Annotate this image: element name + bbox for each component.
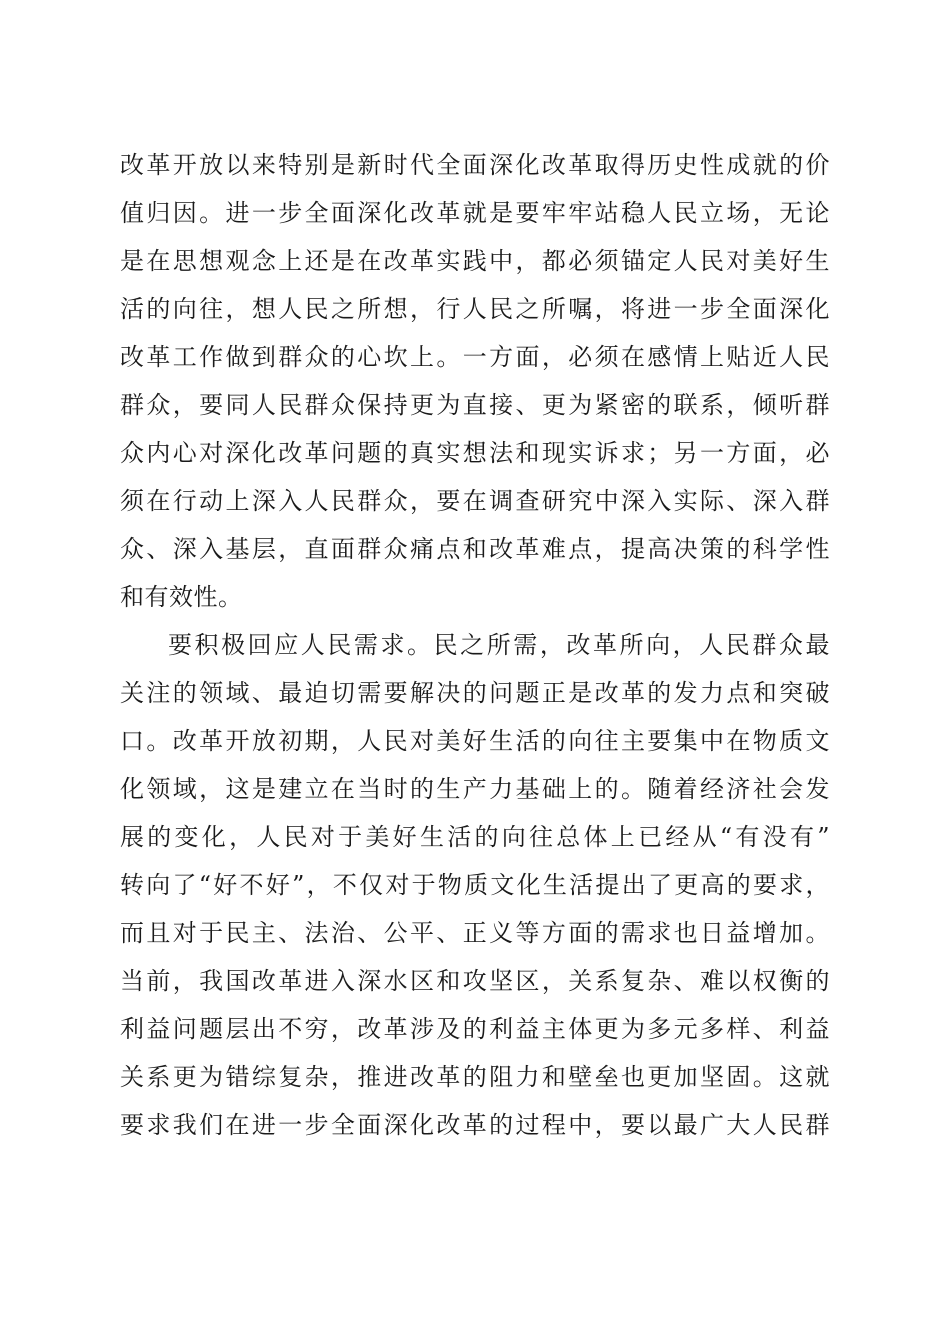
document-body (120, 141, 830, 1149)
paragraph-1-line: 活的向往，想人民之所想，行人民之所嘱，将进一步全面深化 (120, 295, 830, 323)
paragraph-1-line: 众、深入基层，直面群众痛点和改革难点，提高决策的科学性 (120, 535, 830, 563)
paragraph-2-line: 当前，我国改革进入深水区和攻坚区，关系复杂、难以权衡的 (120, 967, 830, 995)
paragraph-2-line: 转向了“好不好”，不仅对于物质文化生活提出了更高的要求， (120, 871, 830, 899)
paragraph-2-line: 要求我们在进一步全面深化改革的过程中，要以最广大人民群 (120, 1111, 830, 1139)
paragraph-1-line: 改革工作做到群众的心坎上。一方面，必须在感情上贴近人民 (120, 343, 830, 371)
paragraph-1-line: 众内心对深化改革问题的真实想法和现实诉求；另一方面，必 (120, 439, 830, 467)
paragraph-2-line: 口。改革开放初期，人民对美好生活的向往主要集中在物质文 (120, 727, 830, 755)
paragraph-1-line: 是在思想观念上还是在改革实践中，都必须锚定人民对美好生 (120, 247, 830, 275)
paragraph-2-line: 利益问题层出不穷，改革涉及的利益主体更为多元多样、利益 (120, 1015, 830, 1043)
paragraph-1-line: 须在行动上深入人民群众，要在调查研究中深入实际、深入群 (120, 487, 830, 515)
paragraph-1-line: 改革开放以来特别是新时代全面深化改革取得历史性成就的价 (120, 151, 830, 179)
paragraph-2-line: 化领域，这是建立在当时的生产力基础上的。随着经济社会发 (120, 775, 830, 803)
paragraph-2-line: 展的变化，人民对于美好生活的向往总体上已经从“有没有” (120, 823, 830, 851)
paragraph-2-line: 而且对于民主、法治、公平、正义等方面的需求也日益增加。 (120, 919, 830, 947)
paragraph-1-line: 和有效性。 (120, 583, 243, 611)
paragraph-1-line: 值归因。进一步全面深化改革就是要牢牢站稳人民立场，无论 (120, 199, 830, 227)
paragraph-2-line: 要积极回应人民需求。民之所需，改革所向，人民群众最 (168, 631, 830, 659)
paragraph-1-line: 群众，要同人民群众保持更为直接、更为紧密的联系，倾听群 (120, 391, 830, 419)
paragraph-2-line: 关系更为错综复杂，推进改革的阻力和壁垒也更加坚固。这就 (120, 1063, 830, 1091)
paragraph-2-line: 关注的领域、最迫切需要解决的问题正是改革的发力点和突破 (120, 679, 830, 707)
